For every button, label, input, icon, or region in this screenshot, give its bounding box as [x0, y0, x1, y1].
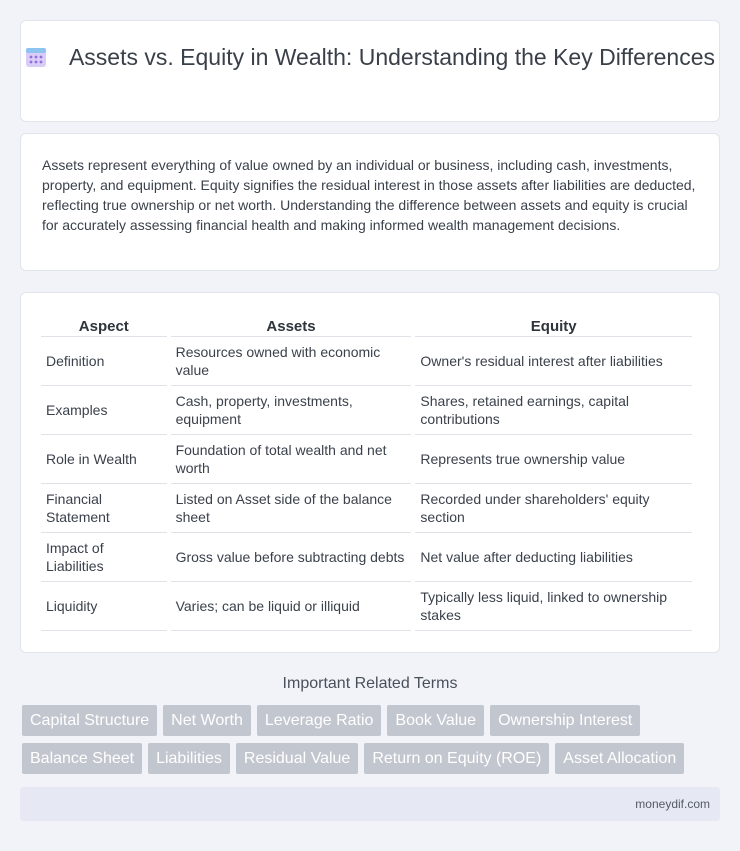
- assets-cell: Foundation of total wealth and net worth: [171, 435, 412, 484]
- table-row: [41, 533, 692, 582]
- tag-liabilities[interactable]: Liabilities: [148, 743, 230, 774]
- aspect-cell: Liquidity: [41, 582, 167, 631]
- table-header-row: [41, 313, 692, 337]
- title-card: [20, 20, 720, 122]
- table-row: [41, 582, 692, 631]
- equity-cell: Represents true ownership value: [415, 435, 692, 484]
- table-row: [41, 386, 692, 435]
- tag-row: [22, 743, 722, 774]
- related-terms-tags: [22, 705, 722, 781]
- assets-cell: Gross value before subtracting debts: [171, 533, 412, 582]
- table-row: [41, 484, 692, 533]
- page-title-wrap: [21, 43, 719, 72]
- header-assets: Assets: [171, 313, 412, 337]
- table-row: [41, 435, 692, 484]
- page-title: Assets vs. Equity in Wealth: Understanding the Key Differences: [68, 44, 716, 70]
- tag-return-on-equity[interactable]: Return on Equity (ROE): [364, 743, 549, 774]
- tag-asset-allocation[interactable]: Asset Allocation: [555, 743, 684, 774]
- footer-site[interactable]: moneydif.com: [635, 797, 710, 811]
- calendar-icon: [25, 46, 47, 68]
- assets-cell: Listed on Asset side of the balance sheet: [171, 484, 412, 533]
- aspect-cell: Role in Wealth: [41, 435, 167, 484]
- intro-paragraph: Assets represent everything of value owned by an individual or business, including cash, investments, property, and equipment. Equity signifies the residual interest in those assets after liabilities are deducted, reflecting true ownership or net worth. Understanding the difference between assets and equity is crucial for accurately assessing financial health and making informed wealth management decisions.: [42, 157, 696, 233]
- tag-residual-value[interactable]: Residual Value: [236, 743, 358, 774]
- header-aspect: Aspect: [41, 313, 167, 337]
- intro-card: [20, 133, 720, 271]
- tag-capital-structure[interactable]: Capital Structure: [22, 705, 157, 736]
- equity-cell: Recorded under shareholders' equity section: [415, 484, 692, 533]
- comparison-card: [20, 292, 720, 653]
- related-terms-heading: Important Related Terms: [282, 675, 458, 692]
- assets-cell: Cash, property, investments, equipment: [171, 386, 412, 435]
- equity-cell: Net value after deducting liabilities: [415, 533, 692, 582]
- aspect-cell: Financial Statement: [41, 484, 167, 533]
- table-row: [41, 337, 692, 386]
- aspect-cell: Impact of Liabilities: [41, 533, 167, 582]
- tag-balance-sheet[interactable]: Balance Sheet: [22, 743, 142, 774]
- tag-ownership-interest[interactable]: Ownership Interest: [490, 705, 640, 736]
- aspect-cell: Definition: [41, 337, 167, 386]
- comparison-table: [37, 313, 696, 631]
- header-equity: Equity: [415, 313, 692, 337]
- tag-book-value[interactable]: Book Value: [387, 705, 484, 736]
- footer: [20, 787, 720, 821]
- assets-cell: Varies; can be liquid or illiquid: [171, 582, 412, 631]
- aspect-cell: Examples: [41, 386, 167, 435]
- equity-cell: Owner's residual interest after liabilities: [415, 337, 692, 386]
- assets-cell: Resources owned with economic value: [171, 337, 412, 386]
- tag-net-worth[interactable]: Net Worth: [163, 705, 251, 736]
- equity-cell: Typically less liquid, linked to ownership stakes: [415, 582, 692, 631]
- tag-leverage-ratio[interactable]: Leverage Ratio: [257, 705, 382, 736]
- tag-row: [22, 705, 722, 736]
- equity-cell: Shares, retained earnings, capital contributions: [415, 386, 692, 435]
